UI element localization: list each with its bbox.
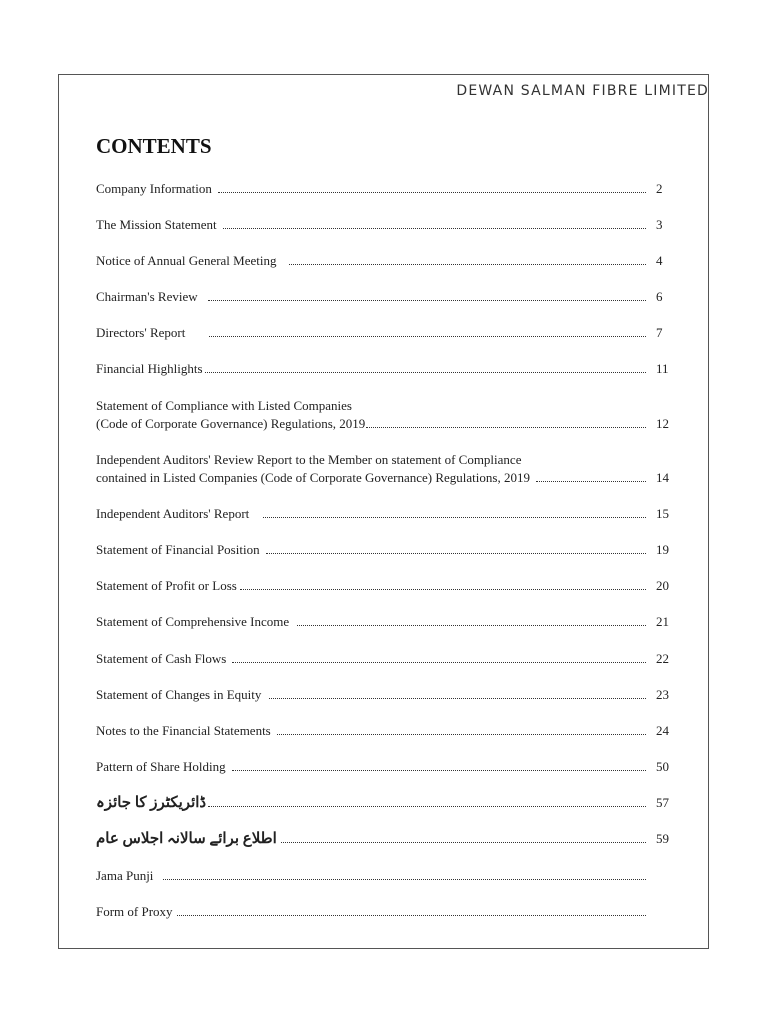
- toc-item-title: Statement of Comprehensive Income: [96, 614, 290, 629]
- dot-leader: [208, 299, 646, 301]
- dot-leader: [536, 480, 646, 482]
- toc-item-page: 50: [656, 759, 669, 774]
- toc-item-page: 21: [656, 614, 669, 629]
- toc-item[interactable]: [96, 686, 690, 704]
- dot-leader: [263, 516, 646, 518]
- toc-item-page: 57: [656, 795, 669, 810]
- toc-item[interactable]: [96, 867, 690, 885]
- toc-item-title: Pattern of Share Holding: [96, 759, 226, 774]
- dot-leader: [223, 227, 646, 229]
- toc-item-page: 19: [656, 542, 669, 557]
- toc-item-title: Directors' Report: [96, 325, 186, 340]
- dot-leader: [232, 769, 646, 771]
- dot-leader: [177, 914, 646, 916]
- dot-leader: [240, 588, 646, 590]
- toc-item-title: Form of Proxy: [96, 904, 173, 919]
- dot-leader: [163, 878, 646, 880]
- toc-item-title: Statement of Financial Position: [96, 542, 260, 557]
- toc-item[interactable]: [96, 324, 690, 342]
- toc-item-page: 3: [656, 217, 663, 232]
- toc-item-page: 22: [656, 651, 669, 666]
- toc-item-title: Independent Auditors' Report: [96, 506, 250, 521]
- toc-item-page: 14: [656, 470, 669, 485]
- toc-item[interactable]: [96, 288, 690, 306]
- toc-item[interactable]: [96, 180, 690, 198]
- toc-item-title: Notes to the Financial Statements: [96, 723, 271, 738]
- toc-item-title: Statement of Cash Flows: [96, 651, 227, 666]
- toc-item[interactable]: [96, 360, 690, 378]
- toc-item-page: 24: [656, 723, 669, 738]
- toc-item-title: contained in Listed Companies (Code of Corporate Governance) Regulations, 2019: [96, 470, 530, 485]
- toc-item-title-line1: Statement of Compliance with Listed Companies: [96, 398, 352, 413]
- page-title: CONTENTS: [96, 134, 212, 158]
- toc-item-title: اطلاع برائے سالانہ اجلاس عام: [96, 831, 277, 847]
- dot-leader: [218, 191, 646, 193]
- toc-item-title: Financial Highlights: [96, 361, 203, 376]
- dot-leader: [266, 552, 646, 554]
- toc-item-page: 12: [656, 416, 669, 431]
- dot-leader: [366, 426, 646, 428]
- toc-item[interactable]: [96, 903, 690, 921]
- dot-leader: [208, 805, 646, 807]
- dot-leader: [209, 335, 646, 337]
- toc-item[interactable]: [96, 397, 690, 433]
- toc-item-title-line1: Independent Auditors' Review Report to the Member on statement of Compliance: [96, 452, 522, 467]
- dot-leader: [297, 624, 646, 626]
- toc-item[interactable]: [96, 830, 690, 848]
- toc-item[interactable]: [96, 252, 690, 270]
- toc-item[interactable]: [96, 722, 690, 740]
- dot-leader: [232, 661, 646, 663]
- dot-leader: [277, 733, 646, 735]
- dot-leader: [281, 841, 646, 843]
- toc-item-title: Statement of Profit or Loss: [96, 578, 237, 593]
- toc-item[interactable]: [96, 577, 690, 595]
- toc-item-page: 7: [656, 325, 663, 340]
- toc-item[interactable]: [96, 541, 690, 559]
- toc-item-page: 15: [656, 506, 669, 521]
- toc-item-page: 59: [656, 831, 669, 846]
- toc-item-title: Statement of Changes in Equity: [96, 687, 262, 702]
- toc-item-page: 20: [656, 578, 669, 593]
- toc-item-page: 2: [656, 181, 663, 196]
- toc-item-page: 6: [656, 289, 663, 304]
- toc-item-page: 23: [656, 687, 669, 702]
- toc-item[interactable]: [96, 505, 690, 523]
- toc-item-title: Notice of Annual General Meeting: [96, 253, 277, 268]
- toc-item[interactable]: [96, 451, 690, 487]
- toc-item[interactable]: [96, 758, 690, 776]
- dot-leader: [289, 263, 647, 265]
- company-name: DEWAN SALMAN FIBRE LIMITED: [456, 83, 709, 99]
- dot-leader: [205, 371, 646, 373]
- toc-item-page: 4: [656, 253, 663, 268]
- toc-item[interactable]: [96, 794, 690, 812]
- toc-item[interactable]: [96, 650, 690, 668]
- toc-item-title: ڈائریکٹرز کا جائزہ: [96, 795, 207, 811]
- toc-item-page: 11: [656, 361, 669, 376]
- dot-leader: [269, 697, 646, 699]
- toc-item-title: (Code of Corporate Governance) Regulations, 2019: [96, 416, 366, 431]
- toc-item-title: The Mission Statement: [96, 217, 217, 232]
- toc-item[interactable]: [96, 216, 690, 234]
- toc-item-title: Jama Punji: [96, 868, 154, 883]
- toc-item-title: Company Information: [96, 181, 212, 196]
- toc-item-title: Chairman's Review: [96, 289, 198, 304]
- toc-item[interactable]: [96, 613, 690, 631]
